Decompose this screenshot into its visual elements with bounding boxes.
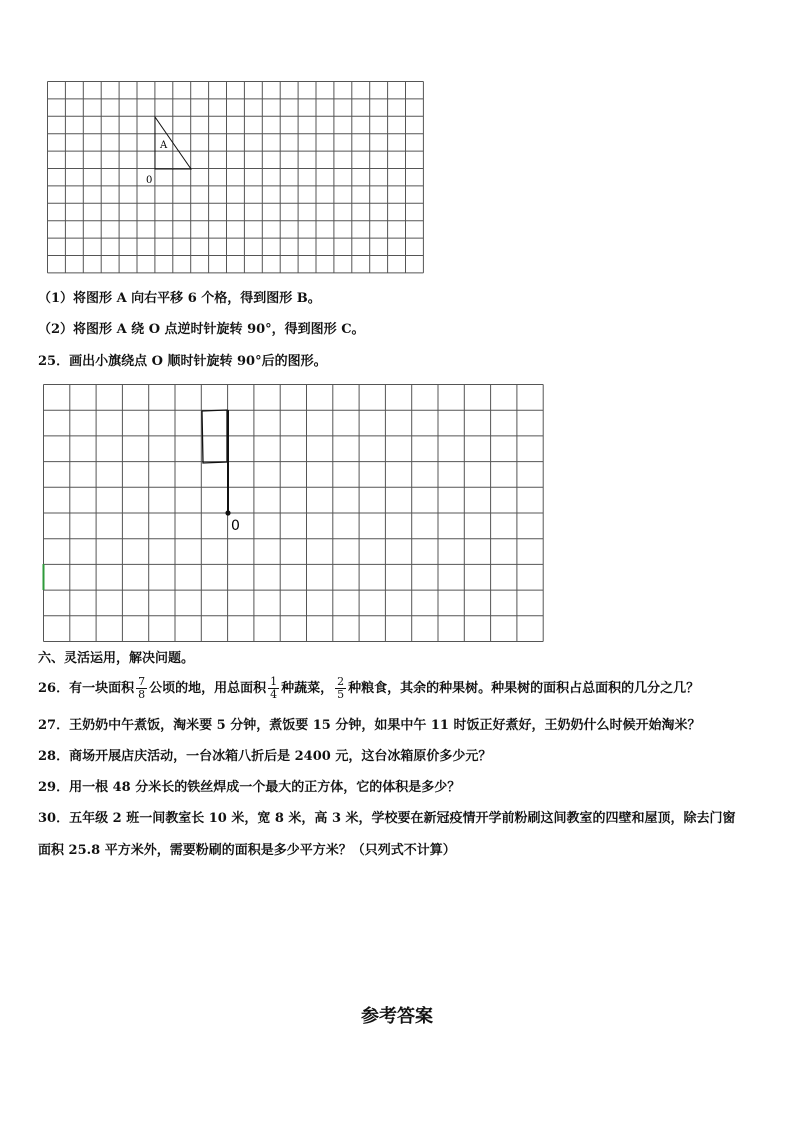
flag-shape [202, 410, 227, 463]
grid-flag [43, 384, 545, 642]
fraction-7-8 [136, 676, 147, 701]
fraction-1-4 [268, 676, 279, 701]
grid-1-lines [48, 82, 424, 273]
fraction-numerator: 2 [337, 675, 345, 688]
fraction-numerator: 1 [270, 675, 278, 688]
point-o [225, 510, 230, 515]
grid-2-svg [43, 384, 545, 642]
section6-heading: 六、灵活运用，解决问题。 [38, 651, 195, 666]
fraction-2-5 [335, 676, 346, 701]
point-o-label: 0 [146, 175, 153, 186]
point-o-label: 0 [231, 518, 240, 534]
q26-part1: 26．有一块面积 [38, 681, 135, 696]
grid-2-lines [44, 385, 544, 642]
q26-text [38, 676, 699, 702]
q24-sub2: （2）将图形 A 绕 O 点逆时针旋转 90°，得到图形 C。 [38, 322, 365, 337]
fraction-numerator: 7 [138, 675, 146, 688]
fraction-denominator: 5 [337, 688, 345, 701]
q28-text: 28．商场开展店庆活动，一台冰箱八折后是 2400 元，这台冰箱原价多少元？ [38, 749, 492, 764]
q30-line1: 30．五年级 2 班一间教室长 10 米，宽 8 米，高 3 米，学校要在新冠疫情开学前粉刷这间教室的四壁和屋顶，除去门窗 [38, 811, 736, 826]
q30-line2: 面积 25.8 平方米外，需要粉刷的面积是多少平方米？（只列式不计算） [38, 843, 456, 858]
grid-figure-a [47, 81, 423, 274]
q26-part3: 种蔬菜， [281, 681, 334, 696]
q26-part4: 种粮食，其余的种果树。种果树的面积占总面积的几分之几？ [348, 681, 700, 696]
q24-sub1: （1）将图形 A 向右平移 6 个格，得到图形 B。 [38, 291, 321, 306]
answer-title: 参考答案 [361, 1006, 433, 1027]
triangle-a-label: A [160, 140, 168, 151]
q25-text: 25．画出小旗绕点 O 顺时针旋转 90°后的图形。 [38, 354, 327, 369]
q26-part2: 公顷的地，用总面积 [149, 681, 267, 696]
fraction-denominator: 8 [138, 688, 146, 701]
q29-text: 29．用一根 48 分米长的铁丝焊成一个最大的正方体，它的体积是多少？ [38, 780, 461, 795]
fraction-denominator: 4 [270, 688, 278, 701]
q27-text: 27．王奶奶中午煮饭，淘米要 5 分钟，煮饭要 15 分钟，如果中午 11 时饭正好煮好，王奶奶什么时候开始淘米？ [38, 718, 701, 733]
grid-1-svg [47, 81, 423, 274]
